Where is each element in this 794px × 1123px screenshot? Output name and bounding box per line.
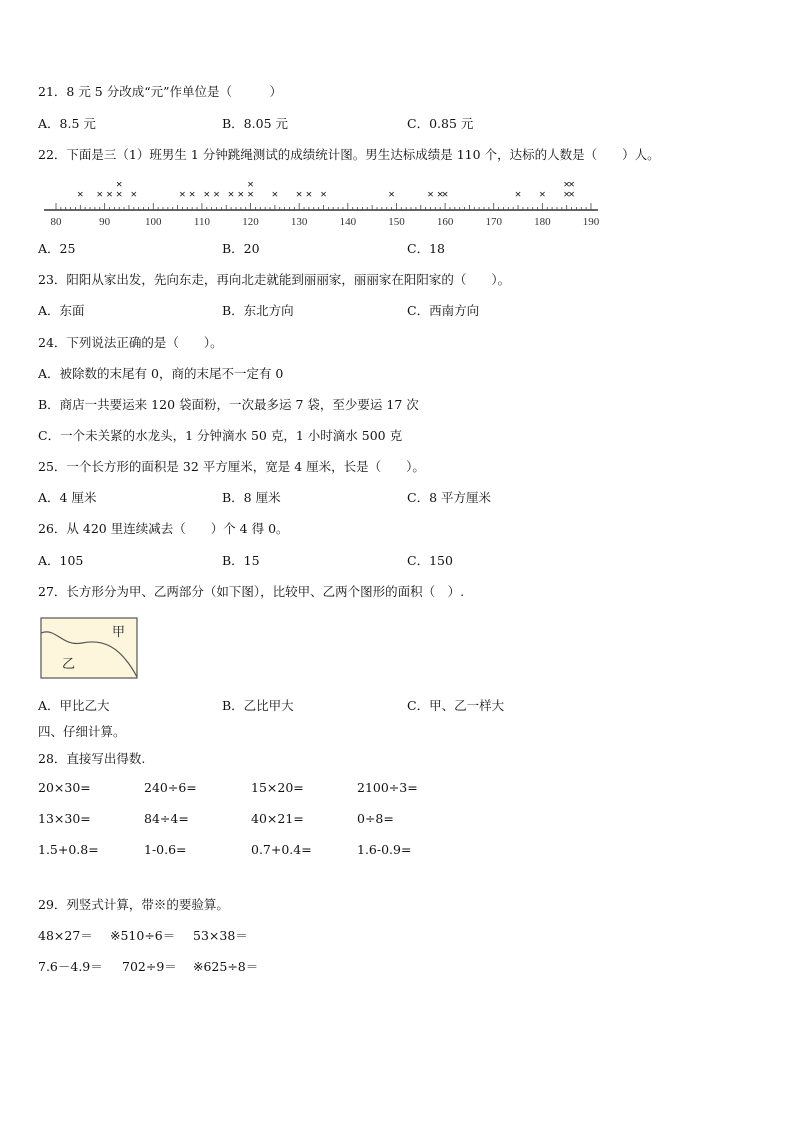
- data-point-mark: ×: [227, 187, 235, 201]
- q25-option-a[interactable]: A．4 厘米: [38, 490, 97, 505]
- q28-item: 13×30=: [38, 811, 91, 826]
- tick-label: 130: [290, 216, 308, 228]
- q28-item: 0.7+0.4=: [251, 842, 312, 857]
- data-point-mark: ×: [563, 177, 571, 191]
- label-jia: 甲: [112, 624, 126, 639]
- q22-option-b[interactable]: B．20: [222, 241, 260, 256]
- tick-label: 160: [436, 216, 454, 228]
- jump-rope-dot-plot: [38, 172, 608, 232]
- tick-label: 140: [339, 216, 357, 228]
- q27-option-b[interactable]: B．乙比甲大: [222, 698, 294, 713]
- q23-option-b[interactable]: B．东北方向: [222, 303, 294, 318]
- data-point-mark: ×: [436, 187, 444, 201]
- q23-option-c[interactable]: C．西南方向: [407, 303, 480, 318]
- data-point-mark: ×: [247, 187, 254, 201]
- tick-label: 120: [242, 216, 259, 228]
- rectangle-figure: [40, 617, 140, 681]
- q27-option-c[interactable]: C．甲、乙一样大: [407, 698, 505, 713]
- data-point-mark: ×: [563, 187, 571, 201]
- q28-item: 2100÷3=: [357, 780, 418, 795]
- data-marks: [77, 177, 575, 201]
- data-point-mark: ×: [115, 177, 123, 191]
- data-point-mark: ×: [237, 187, 245, 201]
- q26-option-b[interactable]: B．15: [222, 553, 260, 568]
- q29-item: 53×38＝: [193, 928, 248, 943]
- q29-item: ※625÷8＝: [193, 959, 259, 974]
- q26-option-a[interactable]: A．105: [38, 553, 84, 568]
- data-point-mark: ×: [115, 187, 123, 201]
- q28-item: 1.5+0.8=: [38, 842, 99, 857]
- data-point-mark: ×: [96, 187, 104, 201]
- q28-item: 15×20=: [251, 780, 304, 795]
- q28-item: 1-0.6=: [144, 842, 187, 857]
- q24-stem: 24．下列说法正确的是（ ）。: [38, 335, 223, 350]
- q21-option-c[interactable]: C．0.85 元: [407, 116, 474, 131]
- q26-stem: 26．从 420 里连续减去（ ）个 4 得 0。: [38, 521, 289, 536]
- q28-item: 0÷8=: [357, 811, 394, 826]
- q28-item: 1.6-0.9=: [357, 842, 412, 857]
- label-yi: 乙: [62, 656, 76, 671]
- tick-label: 90: [99, 216, 111, 228]
- tick-label: 110: [193, 216, 210, 228]
- data-point-mark: ×: [388, 187, 396, 201]
- q24-choice-c[interactable]: C．一个未关紧的水龙头，1 分钟滴水 50 克，1 小时滴水 500 克: [38, 428, 403, 443]
- q22-stem: 22．下面是三（1）班男生 1 分钟跳绳测试的成绩统计图。男生达标成绩是 110 个，达标的人数是（ ）人。: [38, 147, 660, 162]
- q29-stem: 29．列竖式计算，带※的要验算。: [38, 897, 229, 912]
- data-point-mark: ×: [213, 187, 220, 201]
- data-point-mark: ×: [568, 187, 575, 201]
- data-point-mark: ×: [305, 187, 313, 201]
- q25-option-b[interactable]: B．8 厘米: [222, 490, 281, 505]
- q29-item: 7.6－4.9＝: [38, 959, 103, 974]
- q24-choice-a[interactable]: A．被除数的末尾有 0，商的末尾不一定有 0: [38, 366, 284, 381]
- q29-item: 702÷9＝: [122, 959, 177, 974]
- q21-stem: 21．8 元 5 分改成“元”作单位是（ ）: [38, 84, 283, 99]
- data-point-mark: ×: [320, 187, 327, 201]
- data-point-mark: ×: [203, 187, 211, 201]
- tick-label: 180: [534, 216, 551, 228]
- axis-ticks: [56, 203, 591, 210]
- data-point-mark: ×: [76, 187, 84, 201]
- tick-label: 150: [388, 216, 405, 228]
- q23-stem: 23．阳阳从家出发，先向东走，再向北走就能到丽丽家，丽丽家在阳阳家的（ ）。: [38, 272, 511, 287]
- q21-option-a[interactable]: A．8.5 元: [38, 116, 96, 131]
- q21-option-b[interactable]: B．8.05 元: [222, 116, 288, 131]
- data-point-mark: ×: [130, 187, 138, 201]
- axis-tick-labels: [51, 216, 600, 228]
- data-point-mark: ×: [179, 187, 186, 201]
- q29-item: 48×27＝: [38, 928, 93, 943]
- q25-stem: 25．一个长方形的面积是 32 平方厘米，宽是 4 厘米，长是（ ）。: [38, 459, 425, 474]
- tick-label: 170: [485, 216, 502, 228]
- q28-item: 84÷4=: [144, 811, 189, 826]
- q23-option-a[interactable]: A．东面: [38, 303, 85, 318]
- tick-label: 100: [145, 216, 162, 228]
- data-point-mark: ×: [295, 187, 303, 201]
- data-point-mark: ×: [441, 187, 449, 201]
- data-point-mark: ×: [538, 187, 546, 201]
- q26-option-c[interactable]: C．150: [407, 553, 453, 568]
- section-heading: 四、仔细计算。: [38, 724, 126, 739]
- q28-item: 240÷6=: [144, 780, 197, 795]
- q28-item: 40×21=: [251, 811, 304, 826]
- tick-label: 80: [50, 216, 62, 228]
- q27-option-a[interactable]: A．甲比乙大: [38, 698, 110, 713]
- q22-option-a[interactable]: A．25: [38, 241, 76, 256]
- data-point-mark: ×: [427, 187, 434, 201]
- q22-option-c[interactable]: C．18: [407, 241, 445, 256]
- data-point-mark: ×: [188, 187, 196, 201]
- data-point-mark: ×: [568, 177, 575, 191]
- data-point-mark: ×: [514, 187, 522, 201]
- q25-option-c[interactable]: C．8 平方厘米: [407, 490, 491, 505]
- q29-item: ※510÷6＝: [110, 928, 176, 943]
- q28-item: 20×30=: [38, 780, 91, 795]
- q28-stem: 28．直接写出得数.: [38, 751, 146, 766]
- data-point-mark: ×: [106, 187, 113, 201]
- q24-choice-b[interactable]: B．商店一共要运来 120 袋面粉，一次最多运 7 袋，至少要运 17 次: [38, 397, 419, 412]
- tick-label: 190: [582, 216, 600, 228]
- data-point-mark: ×: [247, 177, 254, 191]
- data-point-mark: ×: [271, 187, 279, 201]
- q27-stem: 27．长方形分为甲、乙两部分（如下图），比较甲、乙两个图形的面积（ ）.: [38, 584, 465, 599]
